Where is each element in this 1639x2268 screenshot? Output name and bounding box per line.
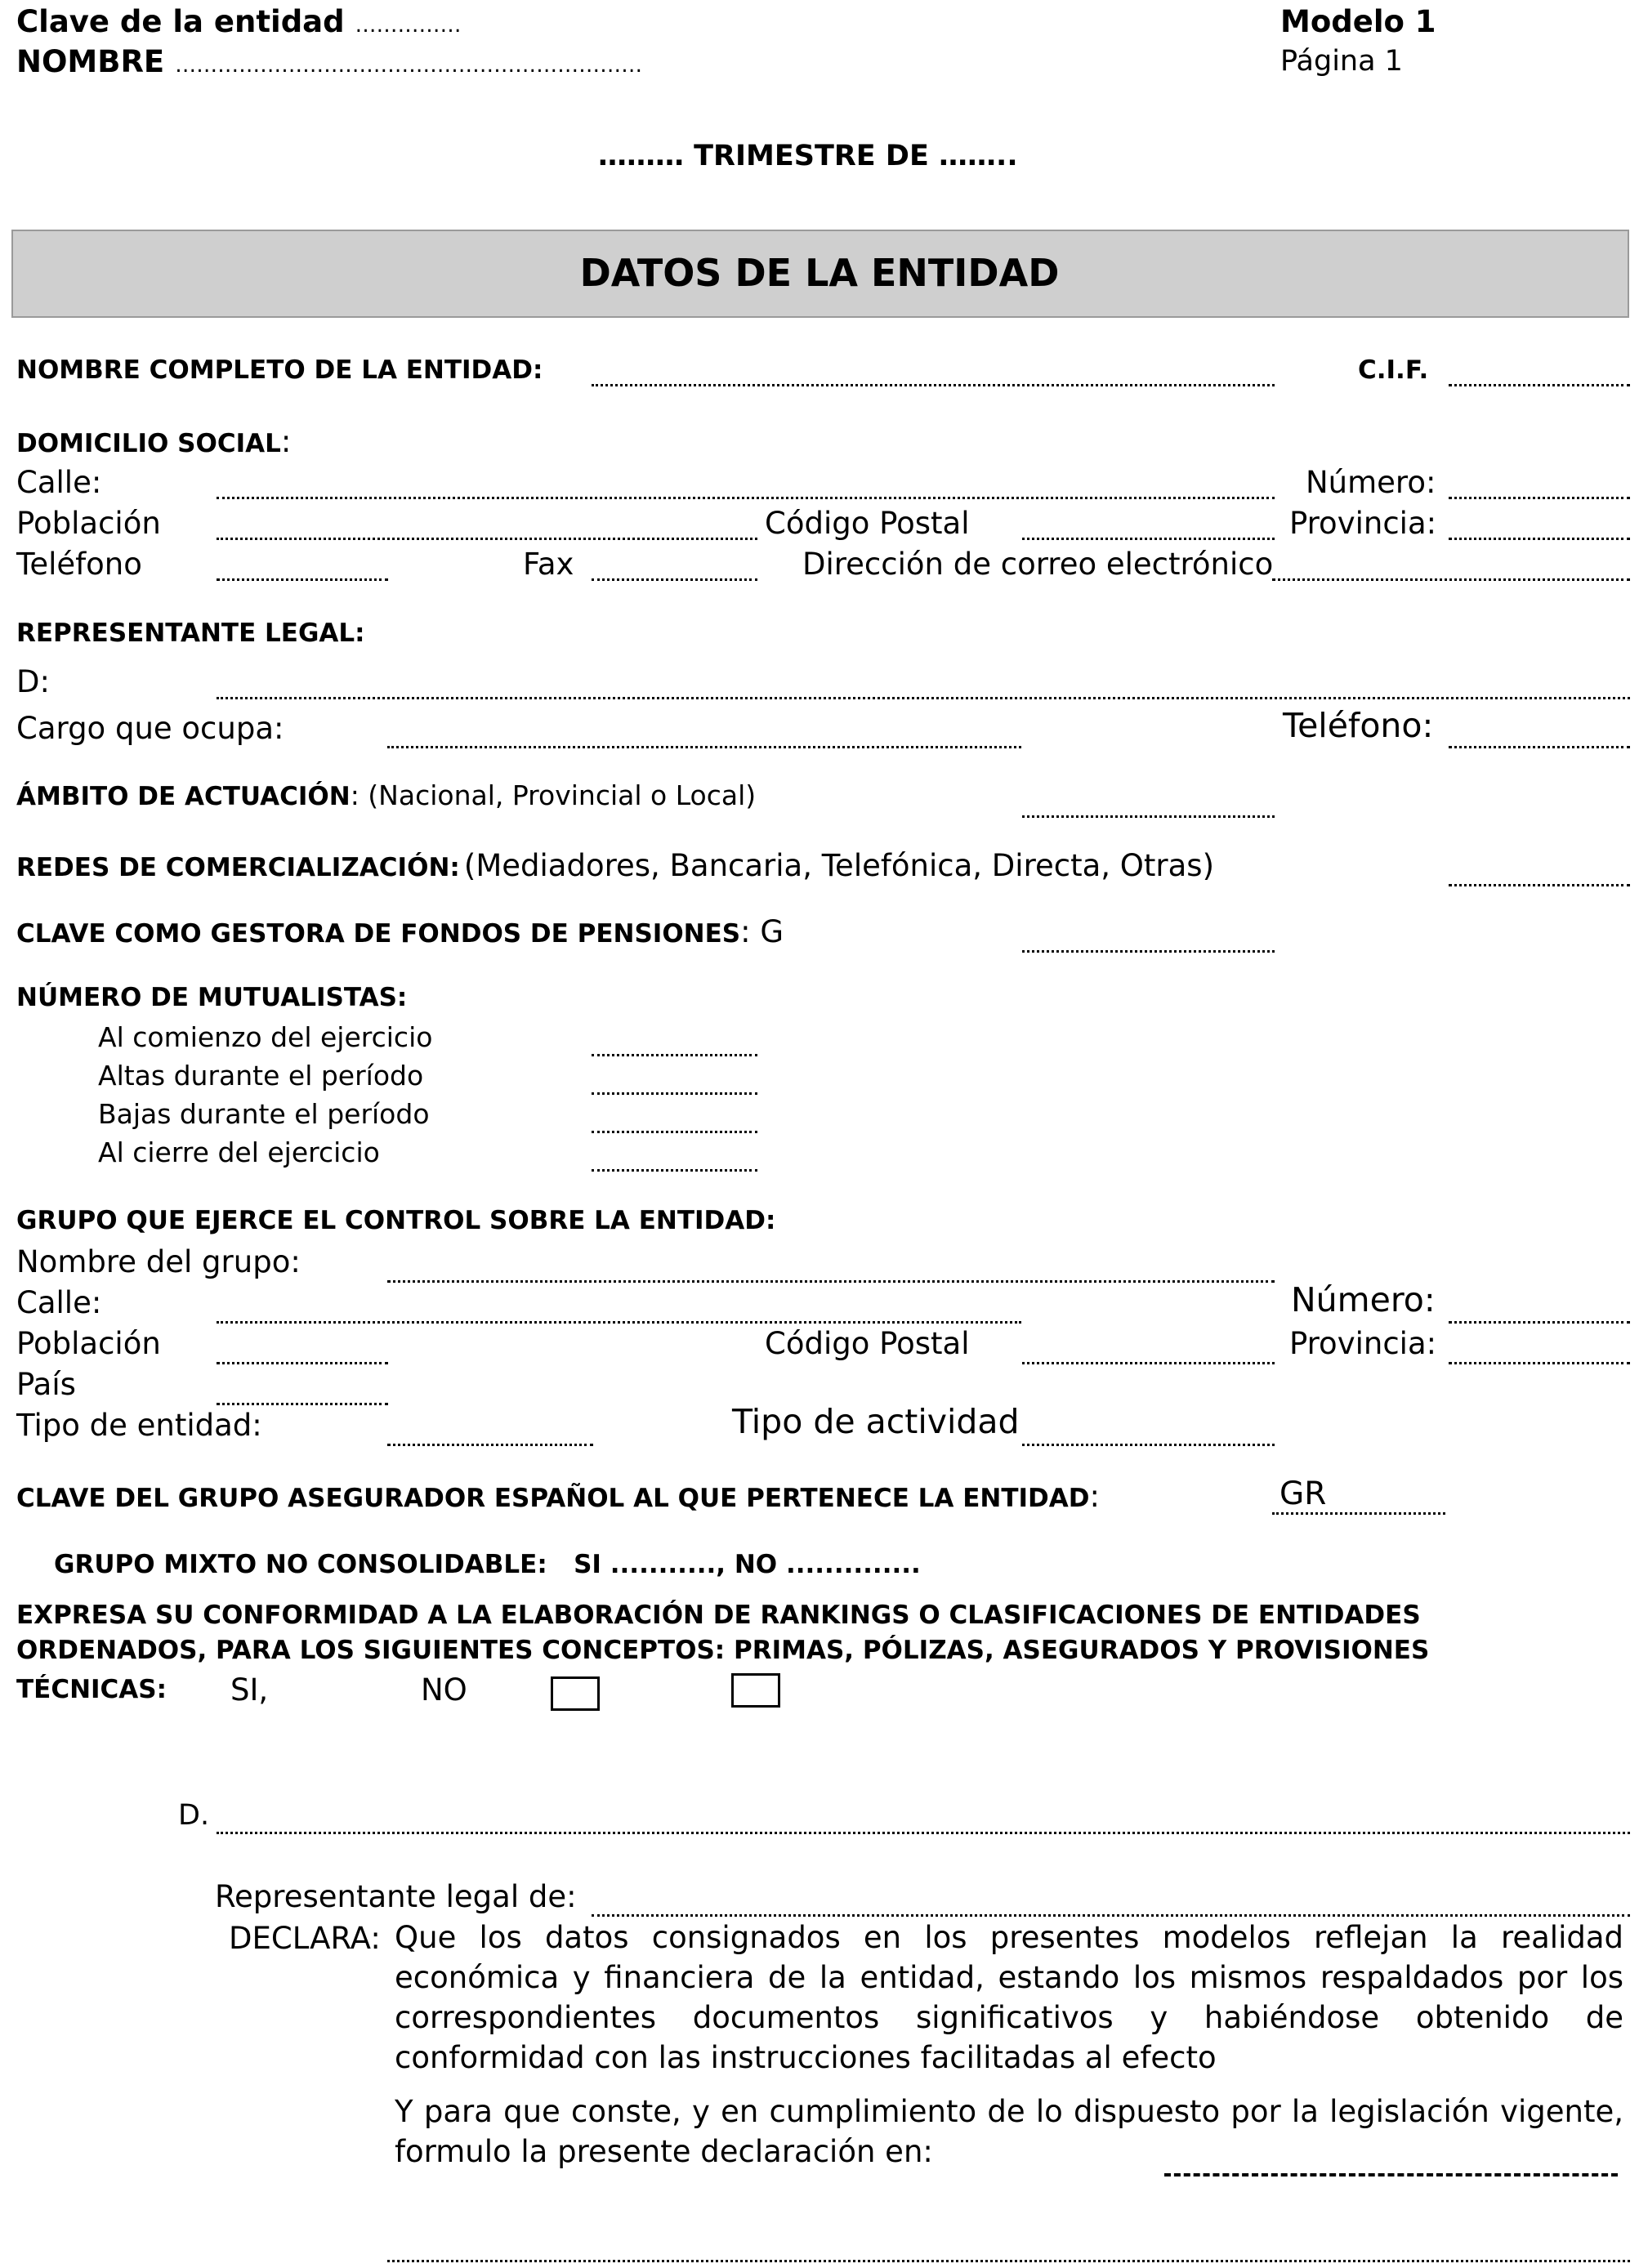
representante-heading: REPRESENTANTE LEGAL: — [16, 618, 365, 648]
declara-paragraph-2: Y para que conste, y en cumplimiento de lo dispuesto por la legislación vigente, formulo la presente declaración en: — [395, 2094, 1623, 2169]
rankings-si-label: SI, — [230, 1672, 269, 1708]
poblacion-field[interactable] — [217, 538, 757, 540]
representante-telefono-label: Teléfono: — [1283, 706, 1434, 745]
calle-field[interactable] — [217, 497, 1275, 499]
representante-telefono-field[interactable] — [1449, 746, 1630, 748]
mutualistas-item-cierre: Al cierre del ejercicio — [98, 1136, 380, 1168]
cargo-label: Cargo que ocupa: — [16, 711, 284, 746]
calle-label: Calle: — [16, 465, 102, 500]
ambito-label: ÁMBITO DE ACTUACIÓN: (Nacional, Provincial o Local) — [16, 779, 757, 811]
declaracion-name-field[interactable] — [217, 1832, 1630, 1834]
clave-grupo-label: CLAVE DEL GRUPO ASEGURADOR ESPAÑOL AL QUE PERTENECE LA ENTIDAD: — [16, 1479, 1100, 1514]
mutualistas-altas-field[interactable] — [592, 1092, 757, 1095]
representante-d-label: D: — [16, 664, 50, 699]
ambito-field[interactable] — [1022, 815, 1275, 818]
cif-field[interactable] — [1449, 384, 1630, 386]
email-label: Dirección de correo electrónico — [802, 547, 1274, 582]
grupo-heading: GRUPO QUE EJERCE EL CONTROL SOBRE LA ENTIDAD: — [16, 1206, 776, 1235]
provincia-label: Provincia: — [1289, 506, 1437, 541]
rankings-si-checkbox[interactable] — [551, 1676, 600, 1711]
rankings-line-2: ORDENADOS, PARA LOS SIGUIENTES CONCEPTOS: PRIMAS, PÓLIZAS, ASEGURADOS Y PROVISIONES — [16, 1636, 1430, 1665]
grupo-nombre-field[interactable] — [387, 1280, 1275, 1283]
nombre-label: NOMBRE ………………………………………………………… — [16, 44, 643, 79]
nombre-completo-field[interactable] — [592, 384, 1275, 386]
representante-legal-de-label: Representante legal de: — [215, 1879, 577, 1914]
grupo-provincia-field[interactable] — [1449, 1362, 1630, 1364]
representante-legal-de-field[interactable] — [592, 1914, 1630, 1917]
modelo-label: Modelo 1 — [1280, 4, 1436, 39]
section-title: DATOS DE LA ENTIDAD — [579, 251, 1060, 295]
telefono-label: Teléfono — [16, 547, 142, 582]
grupo-numero-field[interactable] — [1449, 1321, 1630, 1324]
grupo-mixto-line: GRUPO MIXTO NO CONSOLIDABLE: SI ..........., NO .............. — [54, 1550, 921, 1579]
grupo-calle-label: Calle: — [16, 1285, 102, 1320]
grupo-numero-label: Número: — [1291, 1280, 1436, 1319]
redes-field[interactable] — [1449, 884, 1630, 886]
declara-paragraph-1: Que los datos consignados en los presentes modelos reflejan la realidad económica y financiera de la entidad, estando los mismos respaldados por los correspondientes documentos significativos y habiéndose obtenido de conformidad con las instrucciones facilitadas al efecto — [395, 1920, 1623, 2075]
grupo-tipo-actividad-label: Tipo de actividad — [732, 1402, 1020, 1441]
mutualistas-cierre-field[interactable] — [592, 1169, 757, 1172]
grupo-pais-label: País — [16, 1367, 76, 1402]
grupo-codigo-postal-label: Código Postal — [765, 1326, 970, 1361]
grupo-poblacion-label: Población — [16, 1326, 161, 1361]
rankings-line-1: EXPRESA SU CONFORMIDAD A LA ELABORACIÓN DE RANKINGS O CLASIFICACIONES DE ENTIDADES — [16, 1601, 1421, 1630]
provincia-field[interactable] — [1449, 538, 1630, 540]
nombre-completo-label: NOMBRE COMPLETO DE LA ENTIDAD: — [16, 355, 543, 385]
grupo-provincia-label: Provincia: — [1289, 1326, 1437, 1361]
mutualistas-bajas-field[interactable] — [592, 1131, 757, 1133]
trimestre-line: ……… TRIMESTRE DE …….. — [598, 140, 1018, 172]
grupo-poblacion-field[interactable] — [217, 1362, 388, 1364]
clave-grupo-prefix: GR — [1279, 1476, 1327, 1512]
declaracion-date-field[interactable] — [387, 2260, 1630, 2262]
mutualistas-item-bajas: Bajas durante el período — [98, 1098, 430, 1130]
email-field[interactable] — [1272, 578, 1630, 581]
poblacion-label: Población — [16, 506, 161, 541]
grupo-codigo-postal-field[interactable] — [1022, 1362, 1275, 1364]
fax-field[interactable] — [592, 578, 757, 581]
redes-label: REDES DE COMERCIALIZACIÓN: (Mediadores, Bancaria, Telefónica, Directa, Otras) — [16, 848, 1215, 883]
gestora-field[interactable] — [1022, 950, 1275, 953]
codigo-postal-field[interactable] — [1022, 538, 1275, 540]
codigo-postal-label: Código Postal — [765, 506, 970, 541]
nombre-dots: ………………………………………………………… — [175, 53, 643, 78]
declaracion-place-field[interactable] — [1164, 2173, 1618, 2176]
grupo-pais-field[interactable] — [217, 1403, 388, 1405]
grupo-tipo-actividad-field[interactable] — [1022, 1444, 1275, 1446]
mutualistas-comienzo-field[interactable] — [592, 1054, 757, 1056]
domicilio-heading: DOMICILIO SOCIAL: — [16, 424, 292, 459]
pagina-label: Página 1 — [1280, 45, 1403, 78]
rankings-no-label: NO — [421, 1672, 467, 1708]
grupo-nombre-label: Nombre del grupo: — [16, 1244, 301, 1279]
cargo-field[interactable] — [387, 746, 1021, 748]
grupo-tipo-entidad-label: Tipo de entidad: — [16, 1408, 262, 1443]
declaracion-d-label: D. — [178, 1799, 210, 1832]
clave-grupo-field[interactable] — [1272, 1512, 1445, 1515]
representante-name-field[interactable] — [217, 697, 1630, 699]
declara-label: DECLARA: — [229, 1921, 381, 1956]
rankings-line-3: TÉCNICAS: — [16, 1675, 167, 1704]
numero-label: Número: — [1306, 465, 1436, 500]
numero-field[interactable] — [1449, 497, 1630, 499]
mutualistas-item-comienzo: Al comienzo del ejercicio — [98, 1021, 433, 1053]
grupo-tipo-entidad-field[interactable] — [387, 1444, 593, 1446]
fax-label: Fax — [523, 547, 574, 582]
mutualistas-heading: NÚMERO DE MUTUALISTAS: — [16, 983, 408, 1012]
grupo-calle-field[interactable] — [217, 1321, 1021, 1324]
gestora-label: CLAVE COMO GESTORA DE FONDOS DE PENSIONES: G — [16, 914, 784, 949]
telefono-field[interactable] — [217, 578, 388, 581]
mutualistas-item-altas: Altas durante el período — [98, 1060, 424, 1092]
rankings-no-checkbox[interactable] — [731, 1673, 780, 1708]
clave-entidad-label: Clave de la entidad …………… — [16, 4, 462, 39]
cif-label: C.I.F. — [1358, 355, 1429, 385]
clave-entidad-dots: …………… — [355, 13, 462, 38]
